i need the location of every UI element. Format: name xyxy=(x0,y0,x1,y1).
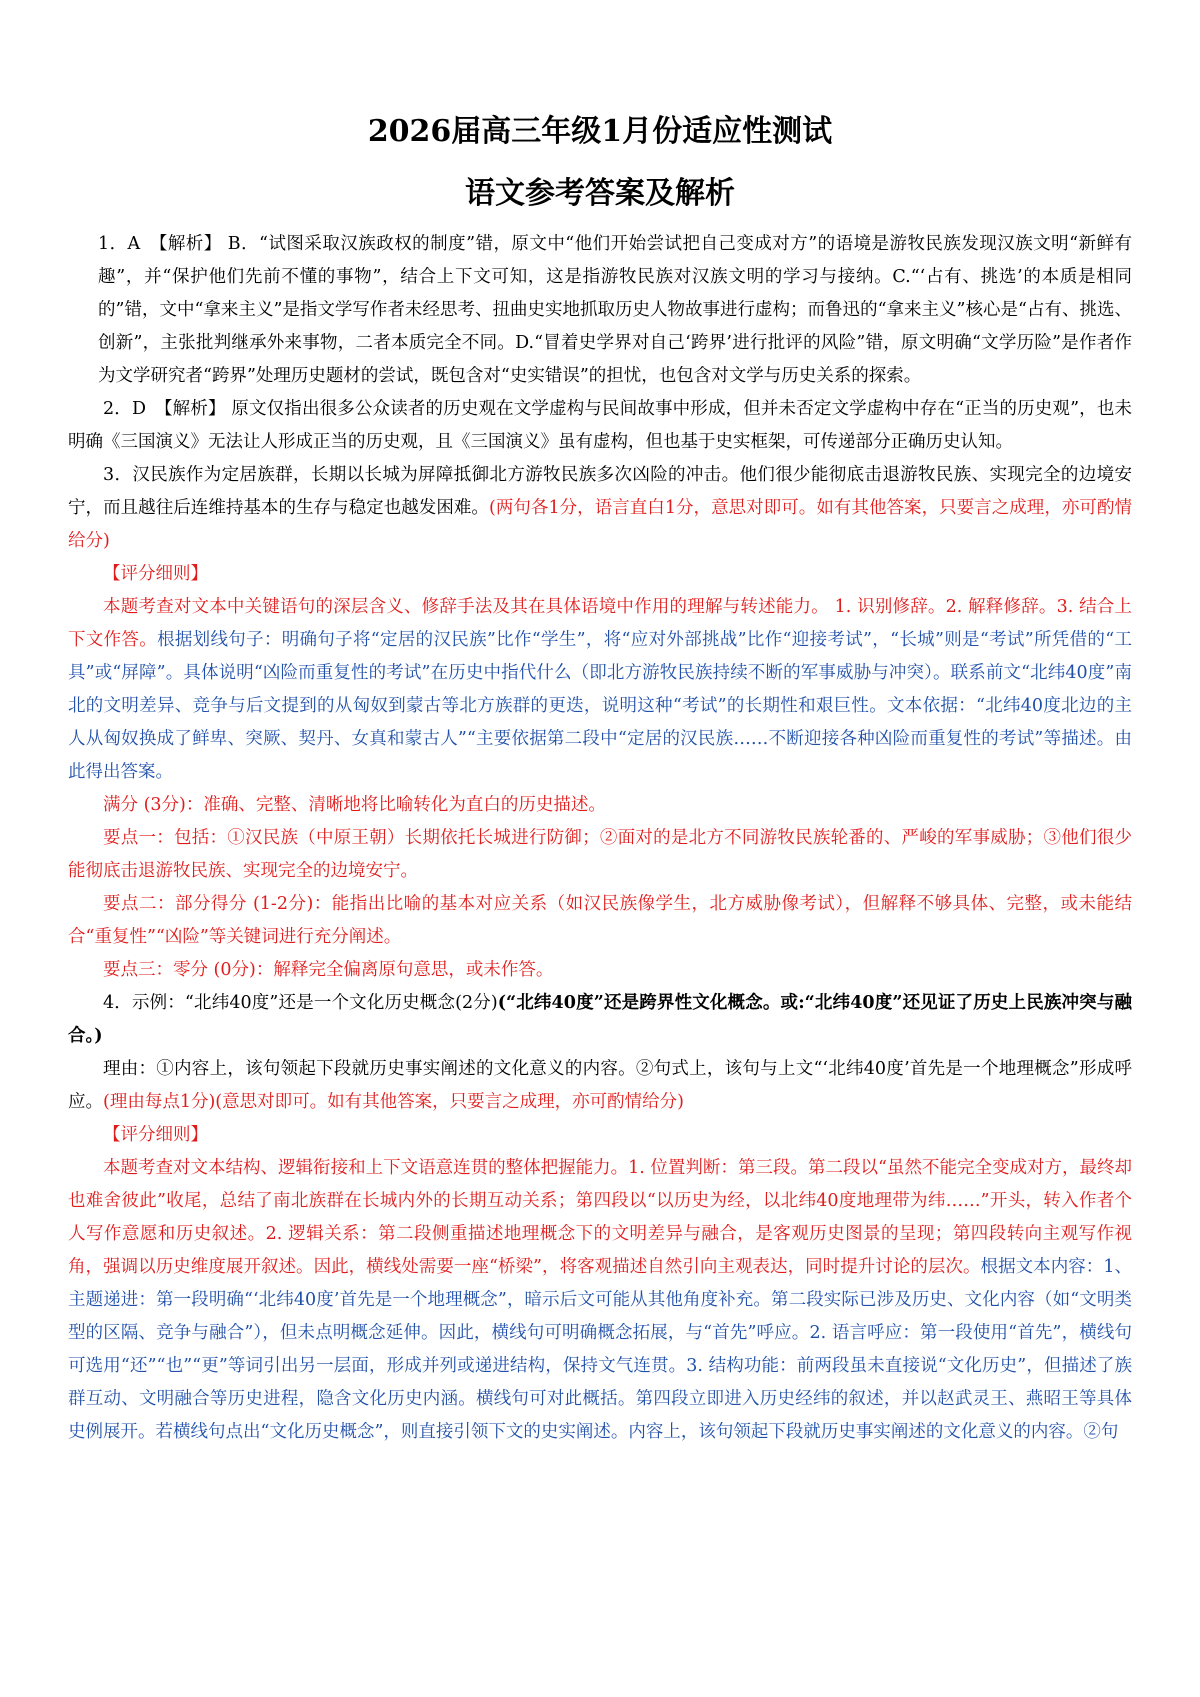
q1-answer: 1．A 【解析】 B．“试图采取汉族政权的制度”错，原文中“他们开始尝试把自己变成对方”的语境是游牧民族发现汉族文明“新鲜有趣”，并“保护他们先前不懂的事物”，结合上下文可知，这是指游牧民族对汉族文明的学习与接纳。C.“‘占有、挑选’的本质是相同的”错，文中“拿来主义”是指文学写作者未经思考、扭曲史实地抓取历史人物故事进行虚构；而鲁迅的“拿来主义”核心是“占有、挑选、创新”，主张批判继承外来事物，二者本质完全不同。D.“冒着史学界对自己‘跨界’进行批评的风险”错，原文明确“文学历险”是作者作为文学研究者“跨界”处理历史题材的尝试，既包含对“史实错误”的担忧，也包含对文学与历史关系的探索。 xyxy=(98,234,1132,386)
q4-rubric-title: 【评分细则】 xyxy=(103,1125,208,1145)
q4-answer: 4．示例：“北纬40度”还是一个文化历史概念(2分) xyxy=(103,993,498,1013)
q3-answer: 3．汉民族作为定居族群，长期以长城为屏障抵御北方游牧民族多次凶险的冲击。他们很少能彻底击退游牧民族、实现完全的边境安宁，而且越往后连维持基本的生存与稳定也越发困难。 xyxy=(68,465,1132,518)
q4-reason-block xyxy=(68,1053,1132,1119)
doc-title: 2026届高三年级1月份适应性测试 xyxy=(367,114,833,149)
q3-rubric xyxy=(68,591,1132,789)
q3-rubric-title: 【评分细则】 xyxy=(103,564,208,584)
q4-reason: 理由：①内容上，该句领起下段就历史事实阐述的文化意义的内容。②句式上，该句与上文“‘北纬40度’首先是一个地理概念”形成呼应。 xyxy=(68,1059,1132,1112)
q4-block xyxy=(68,987,1132,1053)
q4-reason-note: (理由每点1分)(意思对即可。如有其他答案，只要言之成理，亦可酌情给分) xyxy=(103,1092,684,1112)
q3-full-score: 满分 (3分)：准确、完整、清晰地将比喻转化为直白的历史描述。 xyxy=(103,795,606,815)
q4-rubric xyxy=(68,1152,1132,1449)
q3-rubric-detail: 根据划线句子：明确句子将“定居的汉民族”比作“学生”，将“应对外部挑战”比作“迎接考试”，“长城”则是“考试”所凭借的“工具”或“屏障”。具体说明“凶险而重复性的考试”在历史中指代什么（即北方游牧民族持续不断的军事威胁与冲突）。联系前文“北纬40度”南北的文明差异、竞争与后文提到的从匈奴到蒙古等北方族群的更迭，说明这种“考试”的长期性和艰巨性。文本依据：“北纬40度北边的主人从匈奴换成了鲜卑、突厥、契丹、女真和蒙古人”“主要依据第二段中“定居的汉民族……不断迎接各种凶险而重复性的考试”等描述。由此得出答案。 xyxy=(68,630,1132,782)
q3-point-one: 要点一：包括：①汉民族（中原王朝）长期依托长城进行防御；②面对的是北方不同游牧民族轮番的、严峻的军事威胁；③他们很少能彻底击退游牧民族、实现完全的边境安宁。 xyxy=(68,828,1132,881)
q4-rubric-detail: 根据文本内容：1、主题递进：第一段明确“‘北纬40度’首先是一个地理概念”，暗示后文可能从其他角度补充。第二段实际已涉及历史、文化内容（如“文明类型的区隔、竞争与融合”），但未点明概念延伸。因此，横线句可明确概念拓展，与“首先”呼应。2. 语言呼应：第一段使用“首先”，横线句可选用“还”“也”“更”等词引出另一层面，形成并列或递进结构，保持文气连贯。3. 结构功能：前两段虽未直接说“文化历史”，但描述了族群互动、文明融合等历史进程，隐含文化历史内涵。横线句可对此概括。第四段立即进入历史经纬的叙述，并以赵武灵王、燕昭王等具体史例展开。若横线句点出“文化历史概念”，则直接引领下文的史实阐述。内容上，该句领起下段就历史事实阐述的文化意义的内容。②句 xyxy=(68,1257,1133,1442)
q3-block xyxy=(68,459,1132,558)
q3-point-three: 要点三：零分 (0分)：解释完全偏离原句意思，或未作答。 xyxy=(103,960,554,980)
q3-score-note: (两句各1分，语言直白1分，意思对即可。如有其他答案，只要言之成理，亦可酌情给分) xyxy=(68,498,1133,551)
q2-answer: 2．D 【解析】 原文仅指出很多公众读者的历史观在文学虚构与民间故事中形成，但并未否定文学虚构中存在“正当的历史观”，也未明确《三国演义》无法让人形成正当的历史观，且《三国演义》虽有虚构，但也基于史实框架，可传递部分正确历史认知。 xyxy=(68,399,1132,452)
q4-rubric-intro: 本题考查对文本结构、逻辑衔接和上下文语意连贯的整体把握能力。1. 位置判断：第三段。第二段以“虽然不能完全变成对方，最终却也难舍彼此”收尾，总结了南北族群在长城内外的长期互动关系；第四段以“以历史为经，以北纬40度地理带为纬……”开头，转入作者个人写作意愿和历史叙述。2. 逻辑关系：第二段侧重描述地理概念下的文明差异与融合，是客观历史图景的呈现；第四段转向主观写作视角，强调以历史维度展开叙述。因此，横线处需要一座“桥梁”，将客观描述自然引向主观表达，同时提升讨论的层次。 xyxy=(68,1158,1132,1277)
q3-rubric-intro: 本题考查对文本中关键语句的深层含义、修辞手法及其在具体语境中作用的理解与转述能力。 1. 识别修辞。2. 解释修辞。3. 结合上下文作答。 xyxy=(68,597,1132,650)
doc-subtitle: 语文参考答案及解析 xyxy=(465,176,735,211)
q4-bold-alt: (“北纬40度”还是跨界性文化概念。或:“北纬40度”还见证了历史上民族冲突与融合。) xyxy=(68,993,1132,1046)
q3-point-two: 要点二：部分得分 (1-2分)：能指出比喻的基本对应关系（如汉民族像学生，北方威胁像考试），但解释不够具体、完整，或未能结合“重复性”“凶险”等关键词进行充分阐述。 xyxy=(68,894,1132,947)
